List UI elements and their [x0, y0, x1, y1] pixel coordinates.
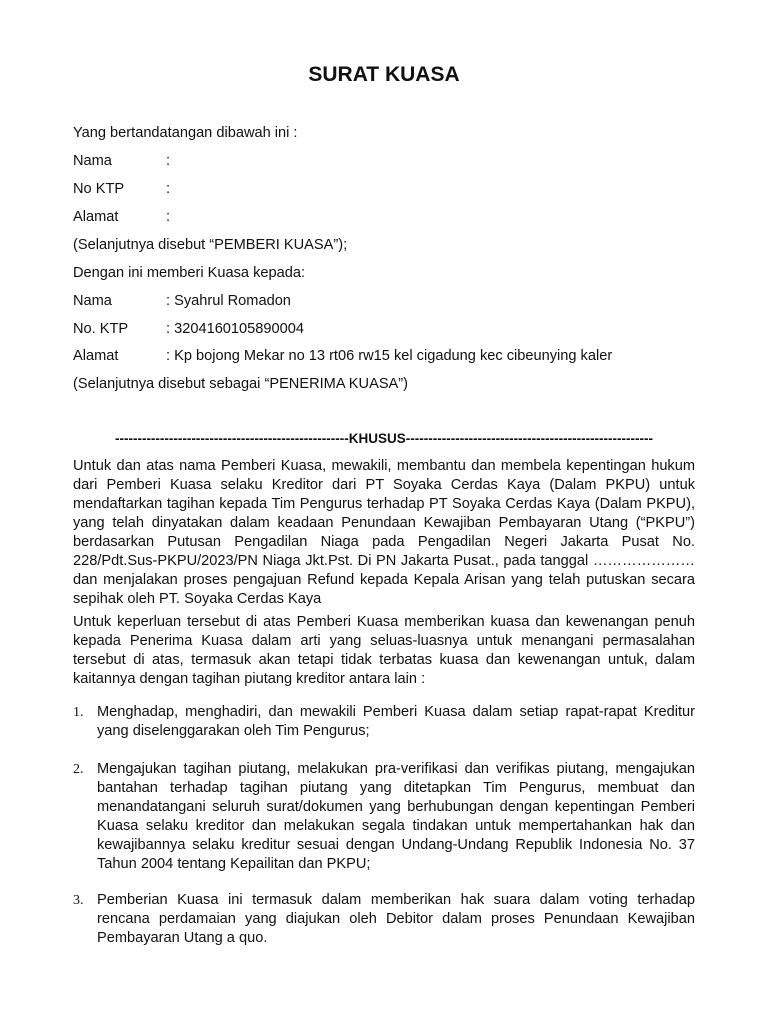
section-divider-khusus: ----------------------------------------------------KHUSUS-------------------------------------------------------	[114, 431, 654, 446]
list-item-number: 2.	[73, 762, 84, 777]
receiver-alamat-label: Alamat	[73, 348, 119, 364]
document-title: SURAT KUASA	[308, 63, 460, 86]
receiver-alamat-row	[73, 347, 612, 366]
intro-line: Yang bertandatangan dibawah ini :	[73, 125, 298, 141]
receiver-note: (Selanjutnya disebut sebagai “PENERIMA KUASA”)	[73, 376, 409, 392]
receiver-nama-row	[73, 292, 291, 311]
list-item-number: 3.	[73, 893, 84, 908]
list-item	[73, 891, 695, 948]
giver-ktp-label: No KTP	[73, 181, 125, 197]
receiver-nama-label: Nama	[73, 293, 112, 309]
giver-alamat-value: :	[166, 209, 171, 225]
receiver-alamat-value: : Kp bojong Mekar no 13 rt06 rw15 kel cigadung kec cibeunying kaler	[166, 348, 613, 364]
receiver-ktp-value: : 3204160105890004	[166, 321, 304, 337]
giver-nama-label: Nama	[73, 153, 112, 169]
giver-alamat-row	[73, 208, 170, 227]
receiver-ktp-row	[73, 320, 304, 339]
giver-alamat-label: Alamat	[73, 209, 119, 225]
giver-nama-value: :	[166, 153, 171, 169]
list-item-text: Menghadap, menghadiri, dan mewakili Pemberi Kuasa dalam setiap rapat-rapat Kreditur yang diselenggarakan oleh Tim Pengurus;	[97, 704, 695, 739]
paragraph-scope: Untuk dan atas nama Pemberi Kuasa, mewakili, membantu dan membela kepentingan hukum dari Pemberi Kuasa selaku Kreditor dari PT Soyaka Cerdas Kaya (Dalam PKPU) untuk mendaftarkan tagihan kepada Tim Pengurus terhadap PT Soyaka Cerdas Kaya (Dalam PKPU), yang telah dinyatakan dalam keadaan Penundaan Kewajiban Pembayaran Utang (“PKPU”) berdasarkan Putusan Pengadilan Niaga pada Pengadilan Negeri Jakarta Pusat No. 228/Pdt.Sus-PKPU/2023/PN Niaga Jkt.Pst. Di PN Jakarta Pusat., pada tanggal …………………dan menjalakan proses pengajuan Refund kepada Kepala Arisan yang telah putuskan secara sepihak oleh PT. Soyaka Cerdas Kaya	[73, 458, 695, 607]
receiver-nama-value: : Syahrul Romadon	[166, 293, 291, 309]
giver-ktp-row	[73, 180, 170, 199]
paragraph-authority: Untuk keperluan tersebut di atas Pemberi Kuasa memberikan kuasa dan kewenangan penuh kepada Penerima Kuasa dalam arti yang seluas-luasnya untuk menangani permasalahan tersebut di atas, termasuk akan tetapi tidak terbatas kuasa dan kewenangan untuk, dalam kaitannya dengan tagihan piutang kreditor antara lain :	[73, 614, 695, 687]
receiver-ktp-label: No. KTP	[73, 321, 129, 337]
giver-nama-row	[73, 152, 170, 171]
transition-line: Dengan ini memberi Kuasa kepada:	[73, 265, 306, 281]
list-item	[73, 760, 695, 874]
list-item-number: 1.	[73, 705, 84, 720]
giver-ktp-value: :	[166, 181, 171, 197]
giver-note: (Selanjutnya disebut “PEMBERI KUASA”);	[73, 237, 348, 253]
list-item-text: Mengajukan tagihan piutang, melakukan pra-verifikasi dan verifikas piutang, mengajukan bantahan terhadap tagihan piutang yang ditetapkan Tim Pengurus, membuat dan menandatangani seluruh surat/dokumen yang berhubungan dengan kepentingan Pemberi Kuasa selaku kreditor dan melakukan segala tindakan untuk mempertahankan hak dan kewajibannya selaku kreditur sesuai dengan Undang-Undang Republik Indonesia No. 37 Tahun 2004 tentang Kepailitan dan PKPU;	[97, 761, 695, 872]
list-item-text: Pemberian Kuasa ini termasuk dalam memberikan hak suara dalam voting terhadap rencana perdamaian yang diajukan oleh Debitor dalam proses Penundaan Kewajiban Pembayaran Utang a quo.	[97, 892, 695, 946]
list-item	[73, 703, 695, 741]
